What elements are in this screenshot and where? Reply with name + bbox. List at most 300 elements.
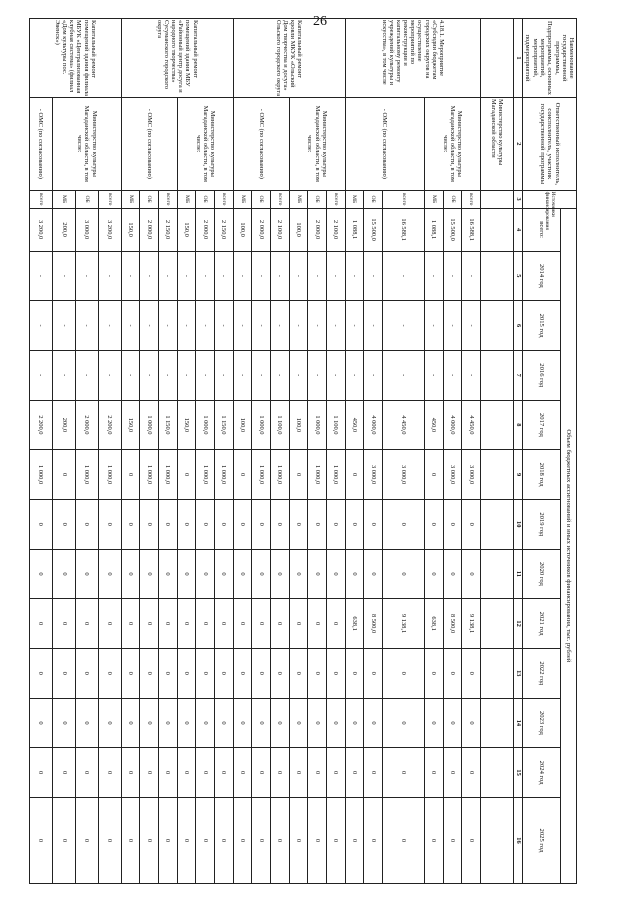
amount-cell: 0 <box>364 648 383 698</box>
amount-cell: 0 <box>140 748 159 798</box>
column-index: 9 <box>514 450 523 500</box>
amount-cell: 0 <box>424 698 443 748</box>
amount-cell: 0 <box>53 797 76 883</box>
amount-cell: 100,0 <box>289 208 308 251</box>
amount-cell: 0 <box>364 748 383 798</box>
amount-cell: - <box>75 251 98 301</box>
amount-cell: 638,1 <box>424 599 443 649</box>
amount-cell: 0 <box>75 748 98 798</box>
amount-cell: 2 150,0 <box>214 208 233 251</box>
funding-source: МБ <box>121 190 140 208</box>
amount-cell: 2 200,0 <box>29 400 52 450</box>
column-index: 7 <box>514 350 523 400</box>
amount-cell: - <box>424 251 443 301</box>
amount-cell <box>480 549 513 599</box>
column-index: 15 <box>514 748 523 798</box>
amount-cell: - <box>289 350 308 400</box>
amount-cell: 0 <box>233 748 252 798</box>
amount-cell <box>480 400 513 450</box>
amount-cell: - <box>98 251 121 301</box>
header-volume: Объем бюджетных ассигнований и иных источников финансирования, тыс. рублей <box>561 208 577 883</box>
amount-cell: 8 500,0 <box>443 599 462 649</box>
amount-cell: 0 <box>424 648 443 698</box>
amount-cell: 0 <box>29 748 52 798</box>
amount-cell: - <box>53 301 76 351</box>
amount-cell: 0 <box>308 499 327 549</box>
amount-cell: 3 000,0 <box>75 208 98 251</box>
header-year: 2014 год <box>523 251 561 301</box>
amount-cell: - <box>98 301 121 351</box>
amount-cell: - <box>382 350 424 400</box>
amount-cell: 0 <box>53 450 76 500</box>
column-index: 1 <box>514 19 523 98</box>
amount-cell: - <box>214 251 233 301</box>
amount-cell: 0 <box>345 797 364 883</box>
item-executor: Министерство культуры Магаданской области, в том числе: <box>177 98 233 191</box>
amount-cell: 0 <box>289 549 308 599</box>
funding-source: всего <box>29 190 52 208</box>
amount-cell: 450,0 <box>345 400 364 450</box>
amount-cell: 0 <box>140 499 159 549</box>
amount-cell: 3 200,0 <box>29 208 52 251</box>
amount-cell: 0 <box>308 797 327 883</box>
amount-cell: 0 <box>308 599 327 649</box>
amount-cell: - <box>98 350 121 400</box>
amount-cell: 0 <box>345 648 364 698</box>
amount-cell: - <box>443 350 462 400</box>
amount-cell: 1 000,0 <box>270 450 289 500</box>
amount-cell: 0 <box>326 499 345 549</box>
column-index: 10 <box>514 499 523 549</box>
amount-cell: - <box>462 350 481 400</box>
amount-cell: 0 <box>29 648 52 698</box>
amount-cell: - <box>233 301 252 351</box>
amount-cell: 0 <box>289 748 308 798</box>
amount-cell: 0 <box>196 599 215 649</box>
header-year: 2015 год <box>523 301 561 351</box>
amount-cell: 0 <box>158 499 177 549</box>
amount-cell: 0 <box>289 698 308 748</box>
amount-cell: 150,0 <box>177 400 196 450</box>
table-row <box>480 19 513 884</box>
amount-cell: - <box>233 251 252 301</box>
amount-cell: - <box>53 251 76 301</box>
amount-cell: 0 <box>121 599 140 649</box>
column-index: 14 <box>514 698 523 748</box>
amount-cell: 9 138,1 <box>462 599 481 649</box>
amount-cell: 2 100,0 <box>270 208 289 251</box>
amount-cell: 0 <box>214 797 233 883</box>
amount-cell: 0 <box>98 748 121 798</box>
amount-cell: 0 <box>364 549 383 599</box>
funding-source: всего <box>270 190 289 208</box>
amount-cell: 0 <box>345 450 364 500</box>
amount-cell: - <box>252 251 271 301</box>
funding-source: МБ <box>53 190 76 208</box>
table-row <box>326 19 345 884</box>
amount-cell: 0 <box>140 549 159 599</box>
funding-source: ОБ <box>140 190 159 208</box>
amount-cell: 0 <box>252 797 271 883</box>
amount-cell: 2 000,0 <box>196 208 215 251</box>
amount-cell: 0 <box>158 599 177 649</box>
amount-cell: - <box>252 301 271 351</box>
amount-cell: - <box>196 350 215 400</box>
amount-cell: 0 <box>140 797 159 883</box>
amount-cell: 0 <box>140 698 159 748</box>
funding-source: ОБ <box>308 190 327 208</box>
amount-cell: 0 <box>462 648 481 698</box>
amount-cell: 0 <box>29 549 52 599</box>
amount-cell: - <box>443 301 462 351</box>
amount-cell: 0 <box>53 698 76 748</box>
funding-source: всего <box>382 190 424 208</box>
amount-cell: 0 <box>121 499 140 549</box>
amount-cell: 0 <box>233 499 252 549</box>
amount-cell: - <box>177 350 196 400</box>
amount-cell: 0 <box>214 748 233 798</box>
amount-cell: 2 000,0 <box>252 208 271 251</box>
amount-cell <box>480 208 513 251</box>
amount-cell: 0 <box>214 648 233 698</box>
amount-cell: 0 <box>98 797 121 883</box>
amount-cell: 0 <box>424 549 443 599</box>
amount-cell: 0 <box>443 499 462 549</box>
header-year: 2017 год <box>523 400 561 450</box>
amount-cell: - <box>382 251 424 301</box>
header-year: 2018 год <box>523 450 561 500</box>
table-row <box>158 19 177 884</box>
amount-cell: 0 <box>98 599 121 649</box>
item-name: Капитальный ремонт кровли МКУК «Ольский Дом творчества и досуга» Ольского городского округа <box>233 19 345 98</box>
amount-cell: 0 <box>326 797 345 883</box>
amount-cell: 0 <box>29 599 52 649</box>
item-name <box>480 19 513 98</box>
amount-cell: 3 000,0 <box>382 450 424 500</box>
amount-cell: 1 000,0 <box>252 450 271 500</box>
amount-cell: 0 <box>121 648 140 698</box>
amount-cell: - <box>364 350 383 400</box>
amount-cell: - <box>462 301 481 351</box>
amount-cell: 0 <box>214 499 233 549</box>
amount-cell: 15 500,0 <box>443 208 462 251</box>
amount-cell: 0 <box>462 748 481 798</box>
funding-source: ОБ <box>196 190 215 208</box>
amount-cell: 0 <box>462 797 481 883</box>
amount-cell: 0 <box>252 748 271 798</box>
amount-cell: 0 <box>364 698 383 748</box>
amount-cell: 0 <box>53 499 76 549</box>
amount-cell: 0 <box>121 450 140 500</box>
funding-source: всего <box>98 190 121 208</box>
amount-cell: 0 <box>29 499 52 549</box>
amount-cell: - <box>29 350 52 400</box>
amount-cell: 0 <box>158 698 177 748</box>
amount-cell: 0 <box>196 797 215 883</box>
amount-cell: - <box>364 251 383 301</box>
amount-cell: 0 <box>382 698 424 748</box>
amount-cell: 0 <box>252 698 271 748</box>
table-row <box>214 19 233 884</box>
amount-cell: 638,1 <box>345 599 364 649</box>
amount-cell: 100,0 <box>233 208 252 251</box>
amount-cell: - <box>270 251 289 301</box>
amount-cell: 1 088,1 <box>345 208 364 251</box>
amount-cell: 0 <box>443 698 462 748</box>
amount-cell: 0 <box>158 549 177 599</box>
amount-cell: 0 <box>53 549 76 599</box>
amount-cell: 2 000,0 <box>75 400 98 450</box>
amount-cell: 0 <box>75 698 98 748</box>
amount-cell: - <box>252 350 271 400</box>
funding-source: всего <box>158 190 177 208</box>
amount-cell: 0 <box>75 599 98 649</box>
amount-cell: 1 000,0 <box>29 450 52 500</box>
column-index: 6 <box>514 301 523 351</box>
amount-cell: 15 500,0 <box>364 208 383 251</box>
funding-source <box>480 190 513 208</box>
amount-cell: 3 000,0 <box>364 450 383 500</box>
amount-cell: 0 <box>177 797 196 883</box>
amount-cell: 0 <box>252 549 271 599</box>
funding-source: всего <box>214 190 233 208</box>
page-number: 26 <box>313 14 327 29</box>
amount-cell: - <box>196 301 215 351</box>
item-executor: - ОМС (по согласованию) <box>345 98 424 191</box>
column-index: 5 <box>514 251 523 301</box>
column-index: 16 <box>514 797 523 883</box>
amount-cell <box>480 450 513 500</box>
amount-cell: - <box>196 251 215 301</box>
amount-cell: 0 <box>382 797 424 883</box>
amount-cell: 0 <box>443 648 462 698</box>
amount-cell: 0 <box>326 648 345 698</box>
item-executor: - ОМС (по согласованию) <box>121 98 177 191</box>
amount-cell: 200,0 <box>53 208 76 251</box>
amount-cell: 0 <box>29 797 52 883</box>
amount-cell: - <box>308 350 327 400</box>
amount-cell: 0 <box>308 549 327 599</box>
amount-cell: 0 <box>382 499 424 549</box>
amount-cell: 0 <box>270 748 289 798</box>
amount-cell: 0 <box>326 698 345 748</box>
amount-cell: 2 000,0 <box>140 208 159 251</box>
table-row <box>98 19 121 884</box>
header-total: всего: <box>523 208 561 251</box>
amount-cell: 9 138,1 <box>382 599 424 649</box>
amount-cell: - <box>121 251 140 301</box>
amount-cell <box>480 648 513 698</box>
item-name: Капитальный ремонт помещений здания МБУ «Районный центр досуга и народного творчества» Сусуманского городского округа <box>121 19 233 98</box>
amount-cell: 0 <box>462 698 481 748</box>
amount-cell: 0 <box>443 748 462 798</box>
amount-cell: 0 <box>270 499 289 549</box>
amount-cell: 2 200,0 <box>98 400 121 450</box>
amount-cell: - <box>140 350 159 400</box>
amount-cell: 0 <box>345 549 364 599</box>
amount-cell: - <box>424 301 443 351</box>
amount-cell: 0 <box>98 698 121 748</box>
amount-cell: 150,0 <box>121 208 140 251</box>
amount-cell: 0 <box>443 797 462 883</box>
amount-cell: 0 <box>233 797 252 883</box>
amount-cell: 0 <box>177 599 196 649</box>
funding-source: ОБ <box>252 190 271 208</box>
amount-cell: 0 <box>382 748 424 798</box>
amount-cell: 0 <box>289 450 308 500</box>
amount-cell: 0 <box>140 599 159 649</box>
item-executor: - ОМС (по согласованию) <box>29 98 52 191</box>
amount-cell: 0 <box>177 648 196 698</box>
amount-cell: 0 <box>121 797 140 883</box>
item-executor: Министерство культуры Магаданской области, в том числе: <box>53 98 122 191</box>
amount-cell: 0 <box>75 499 98 549</box>
amount-cell: 1 000,0 <box>140 400 159 450</box>
amount-cell: 0 <box>75 797 98 883</box>
amount-cell: 0 <box>214 549 233 599</box>
amount-cell: 0 <box>98 499 121 549</box>
amount-cell: 0 <box>75 648 98 698</box>
amount-cell: 0 <box>53 599 76 649</box>
amount-cell: 0 <box>270 599 289 649</box>
amount-cell: - <box>158 251 177 301</box>
amount-cell: - <box>29 251 52 301</box>
amount-cell <box>480 350 513 400</box>
amount-cell: 4 000,0 <box>364 400 383 450</box>
budget-table <box>29 18 577 884</box>
amount-cell <box>480 301 513 351</box>
header-year: 2022 год <box>523 648 561 698</box>
amount-cell: 0 <box>289 499 308 549</box>
amount-cell: 450,0 <box>424 400 443 450</box>
amount-cell: 0 <box>382 549 424 599</box>
amount-cell: 0 <box>233 450 252 500</box>
amount-cell: 0 <box>424 499 443 549</box>
amount-cell: 1 000,0 <box>196 450 215 500</box>
funding-source: МБ <box>424 190 443 208</box>
item-executor: Министерство культуры Магаданской области <box>480 98 513 191</box>
column-index: 11 <box>514 549 523 599</box>
amount-cell: 0 <box>252 648 271 698</box>
amount-cell: 0 <box>326 748 345 798</box>
amount-cell: - <box>140 301 159 351</box>
item-executor: Министерство культуры Магаданской области, в том числе: <box>289 98 345 191</box>
amount-cell: 1 000,0 <box>75 450 98 500</box>
amount-cell: 150,0 <box>177 208 196 251</box>
amount-cell: - <box>140 251 159 301</box>
amount-cell: 1 088,1 <box>424 208 443 251</box>
amount-cell: - <box>424 350 443 400</box>
column-index: 2 <box>514 98 523 191</box>
amount-cell: 0 <box>326 599 345 649</box>
amount-cell: 0 <box>364 797 383 883</box>
amount-cell: 0 <box>158 797 177 883</box>
amount-cell: 0 <box>252 499 271 549</box>
amount-cell: 0 <box>177 549 196 599</box>
amount-cell: 0 <box>177 499 196 549</box>
amount-cell: 2 150,0 <box>158 208 177 251</box>
amount-cell: 0 <box>289 648 308 698</box>
item-executor: - ОМС (по согласованию) <box>233 98 289 191</box>
header-year: 2021 год <box>523 599 561 649</box>
header-year: 2020 год <box>523 549 561 599</box>
amount-cell: 3 200,0 <box>98 208 121 251</box>
amount-cell: 100,0 <box>289 400 308 450</box>
amount-cell: 0 <box>443 549 462 599</box>
column-index: 8 <box>514 400 523 450</box>
funding-source: МБ <box>177 190 196 208</box>
amount-cell: 150,0 <box>121 400 140 450</box>
amount-cell: 0 <box>424 797 443 883</box>
amount-cell: - <box>462 251 481 301</box>
amount-cell: 1 100,0 <box>326 400 345 450</box>
amount-cell: - <box>326 251 345 301</box>
amount-cell: 0 <box>196 549 215 599</box>
amount-cell: 4 450,0 <box>382 400 424 450</box>
amount-cell: 0 <box>177 748 196 798</box>
item-name: 4.18.1. Мероприятие «Субсидии бюджетам городских округов на осуществление мероприятий по реконструкции и капитальному ремонту учреждений культуры и искусства», в том числе <box>345 19 480 98</box>
amount-cell: - <box>158 301 177 351</box>
amount-cell: 0 <box>270 698 289 748</box>
header-year: 2024 год <box>523 748 561 798</box>
header-year: 2016 год <box>523 350 561 400</box>
header-sources: Источники финансирования <box>523 190 577 208</box>
amount-cell: 0 <box>177 698 196 748</box>
rotated-table-frame <box>37 18 577 884</box>
amount-cell: - <box>326 301 345 351</box>
amount-cell: 0 <box>308 648 327 698</box>
amount-cell: 0 <box>462 549 481 599</box>
column-index: 3 <box>514 190 523 208</box>
amount-cell: - <box>177 301 196 351</box>
amount-cell: 1 000,0 <box>252 400 271 450</box>
table-row <box>462 19 481 884</box>
amount-cell: - <box>214 350 233 400</box>
amount-cell: - <box>53 350 76 400</box>
amount-cell: - <box>308 251 327 301</box>
amount-cell: - <box>121 301 140 351</box>
amount-cell <box>480 748 513 798</box>
amount-cell <box>480 599 513 649</box>
amount-cell: 1 000,0 <box>308 450 327 500</box>
amount-cell: - <box>233 350 252 400</box>
header-name: Наименование государственной программы, Подпрограммы, основных мероприятий, мероприятий, подмероприятий <box>523 19 577 98</box>
amount-cell: 3 000,0 <box>462 450 481 500</box>
funding-source: ОБ <box>443 190 462 208</box>
amount-cell: - <box>75 350 98 400</box>
table-row <box>29 19 52 884</box>
amount-cell: 0 <box>233 648 252 698</box>
funding-source: всего <box>462 190 481 208</box>
amount-cell: - <box>345 301 364 351</box>
column-index: 12 <box>514 599 523 649</box>
amount-cell: 0 <box>196 748 215 798</box>
amount-cell: - <box>158 350 177 400</box>
table-row <box>382 19 424 884</box>
amount-cell: 0 <box>121 698 140 748</box>
amount-cell: - <box>364 301 383 351</box>
amount-cell: 2 100,0 <box>326 208 345 251</box>
amount-cell: 0 <box>289 599 308 649</box>
amount-cell: 1 150,0 <box>158 400 177 450</box>
amount-cell: - <box>289 251 308 301</box>
amount-cell: - <box>75 301 98 351</box>
amount-cell: - <box>443 251 462 301</box>
amount-cell: 0 <box>233 549 252 599</box>
amount-cell: 1 000,0 <box>98 450 121 500</box>
amount-cell: 8 500,0 <box>364 599 383 649</box>
funding-source: МБ <box>233 190 252 208</box>
